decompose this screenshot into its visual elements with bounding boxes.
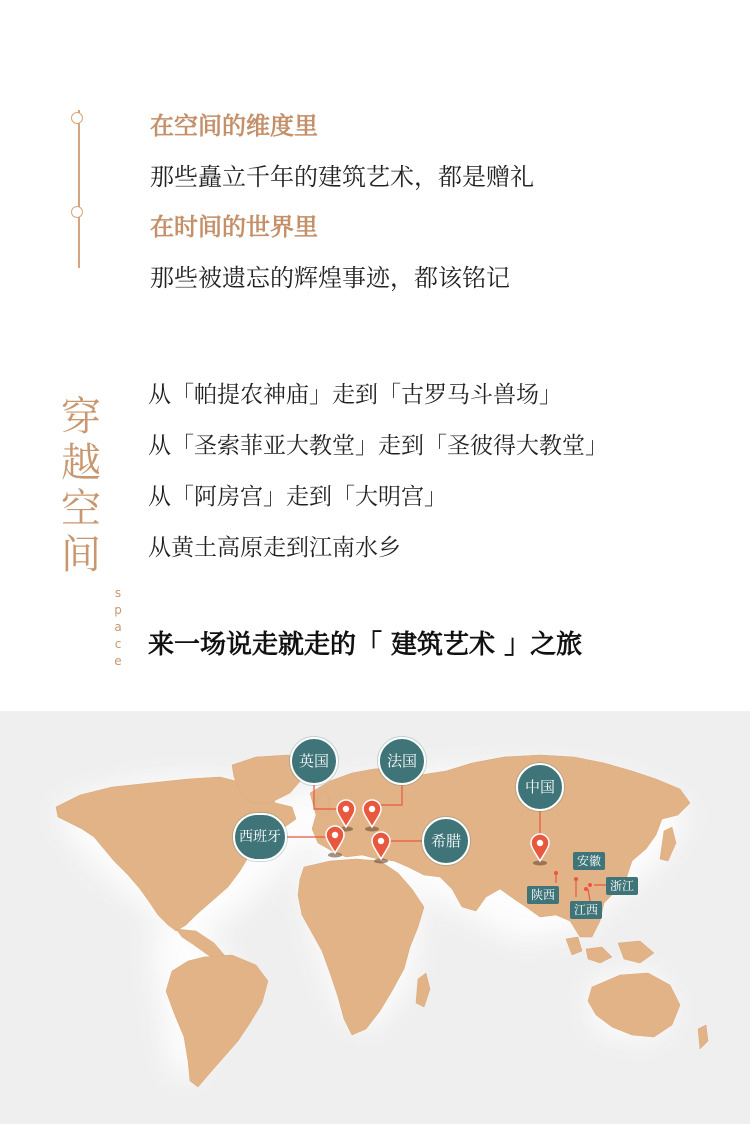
- province-label-zhejiang: 浙江: [606, 877, 638, 895]
- world-map-graphic: [0, 711, 750, 1124]
- section-subtitle-char: e: [114, 654, 122, 668]
- country-label-greece: 希腊: [422, 817, 470, 865]
- section-title-char: 间: [61, 532, 101, 578]
- journey-line-4: 从黄土高原走到江南水乡: [148, 535, 401, 561]
- section-title-char: 空: [61, 486, 101, 532]
- journey-line-3: 从「阿房宫」走到「大明宫」: [148, 484, 447, 510]
- intro-heading-space: 在空间的维度里: [150, 112, 318, 140]
- section-subtitle-char: c: [114, 637, 122, 651]
- province-label-anhui: 安徽: [573, 852, 605, 870]
- intro-heading-time: 在时间的世界里: [150, 213, 318, 241]
- timeline-dot-2: [71, 206, 83, 218]
- intro-text-space: 那些矗立千年的建筑艺术，都是赠礼: [150, 163, 534, 191]
- section-subtitle-char: p: [114, 603, 122, 617]
- tagline: 来一场说走就走的「 建筑艺术 」之旅: [148, 630, 583, 660]
- section-subtitle-char: a: [114, 620, 122, 634]
- country-label-china: 中国: [516, 763, 564, 811]
- section-title-char: 越: [61, 440, 101, 486]
- section-subtitle: [112, 585, 124, 670]
- section-subtitle-char: s: [114, 586, 122, 600]
- country-label-uk: 英国: [290, 737, 338, 785]
- section-title: [58, 394, 104, 578]
- province-label-shaanxi: 陕西: [527, 886, 559, 904]
- timeline-dot-1: [71, 112, 83, 124]
- world-map: [0, 711, 750, 1124]
- province-label-jiangxi: 江西: [570, 901, 602, 919]
- timeline-line: [78, 110, 80, 268]
- country-label-spain: 西班牙: [233, 813, 287, 861]
- intro-text-time: 那些被遗忘的辉煌事迹，都该铭记: [150, 264, 510, 292]
- country-label-france: 法国: [378, 737, 426, 785]
- journey-line-1: 从「帕提农神庙」走到「古罗马斗兽场」: [148, 382, 562, 408]
- journey-line-2: 从「圣索菲亚大教堂」走到「圣彼得大教堂」: [148, 433, 608, 459]
- section-title-char: 穿: [61, 394, 101, 440]
